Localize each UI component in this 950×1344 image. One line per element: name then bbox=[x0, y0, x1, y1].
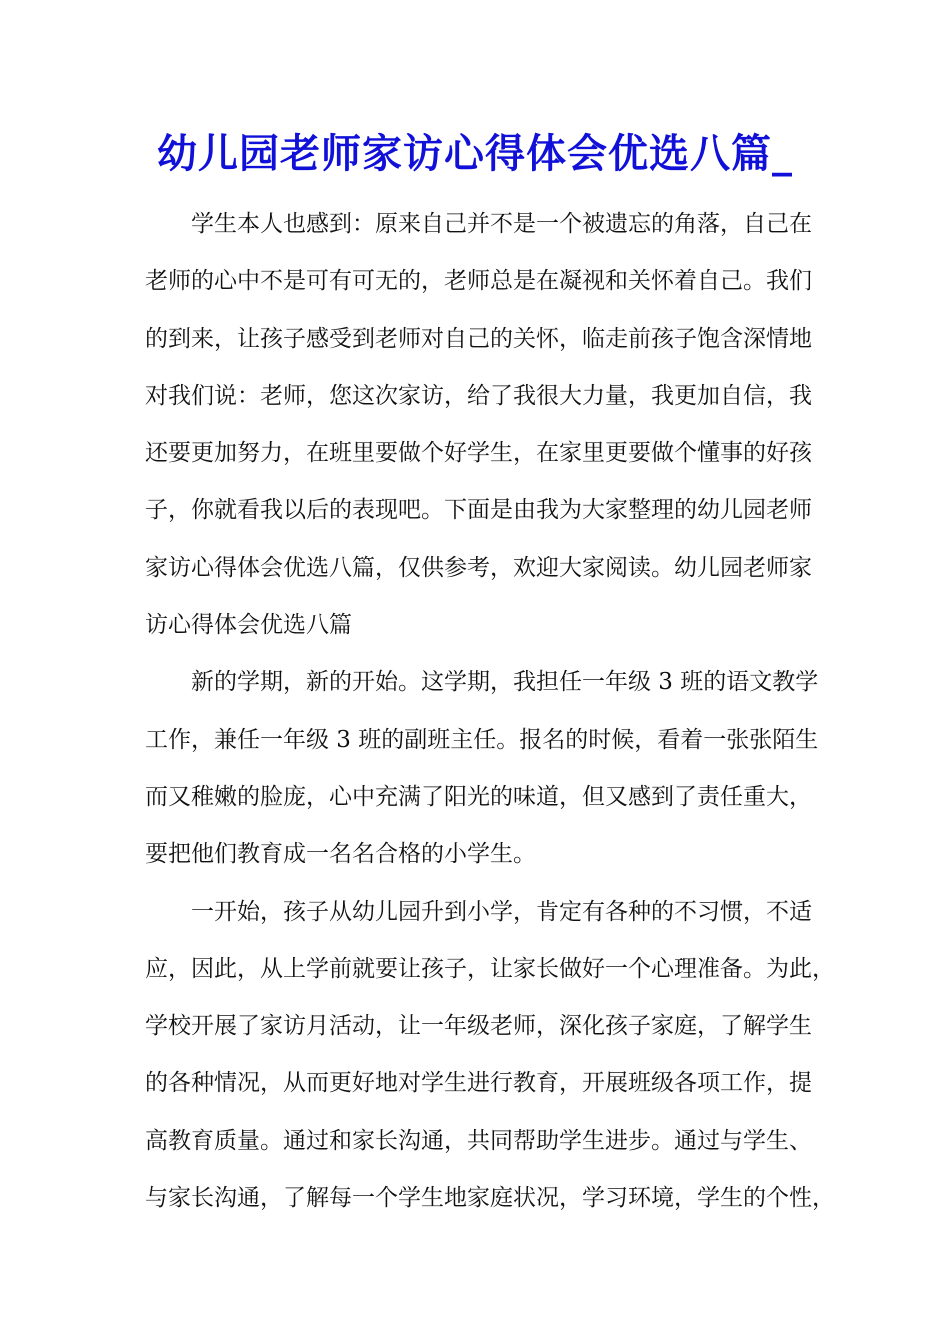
text-line: 应，因此，从上学前就要让孩子，让家长做好一个心理准备。为此， bbox=[145, 955, 835, 982]
paragraph-3 bbox=[145, 889, 835, 1233]
text-line: 要把他们教育成一名名合格的小学生。 bbox=[145, 841, 536, 868]
text-line: 一开始，孩子从幼儿园升到小学，肯定有各种的不习惯，不适 bbox=[191, 898, 812, 925]
text-line: 而又稚嫩的脸庞，心中充满了阳光的味道，但又感到了责任重大， bbox=[145, 783, 812, 810]
document-title: 幼儿园老师家访心得体会优选八篇_ bbox=[157, 130, 793, 177]
text-line: 子，你就看我以后的表现吧。下面是由我为大家整理的幼儿园老师 bbox=[145, 497, 812, 524]
text-line: 工作，兼任一年级 3 班的副班主任。报名的时候，看着一张张陌生 bbox=[145, 726, 819, 753]
document-body bbox=[145, 201, 835, 1232]
text-line: 对我们说：老师，您这次家访，给了我很大力量，我更加自信，我 bbox=[145, 382, 812, 409]
text-line: 的到来，让孩子感受到老师对自己的关怀，临走前孩子饱含深情地 bbox=[145, 325, 812, 352]
text-line: 家访心得体会优选八篇，仅供参考，欢迎大家阅读。幼儿园老师家 bbox=[145, 554, 812, 581]
text-line: 的各种情况，从而更好地对学生进行教育，开展班级各项工作，提 bbox=[145, 1070, 812, 1097]
text-line: 与家长沟通，了解每一个学生地家庭状况，学习环境，学生的个性， bbox=[145, 1185, 835, 1212]
paragraph-1 bbox=[145, 201, 810, 659]
text-line: 学生本人也感到：原来自己并不是一个被遗忘的角落，自己在 bbox=[191, 211, 812, 237]
text-line: 高教育质量。通过和家长沟通，共同帮助学生进步。通过与学生、 bbox=[145, 1127, 812, 1154]
text-line: 访心得体会优选八篇 bbox=[145, 612, 352, 639]
text-line: 老师的心中不是可有可无的，老师总是在凝视和关怀着自己。我们 bbox=[145, 268, 812, 295]
text-line: 新的学期，新的开始。这学期，我担任一年级 3 班的语文教学 bbox=[191, 669, 819, 696]
paragraph-2 bbox=[145, 659, 819, 888]
text-line: 还要更加努力，在班里要做个好学生，在家里更要做个懂事的好孩 bbox=[145, 440, 812, 467]
text-line: 学校开展了家访月活动，让一年级老师，深化孩子家庭，了解学生 bbox=[145, 1013, 812, 1040]
